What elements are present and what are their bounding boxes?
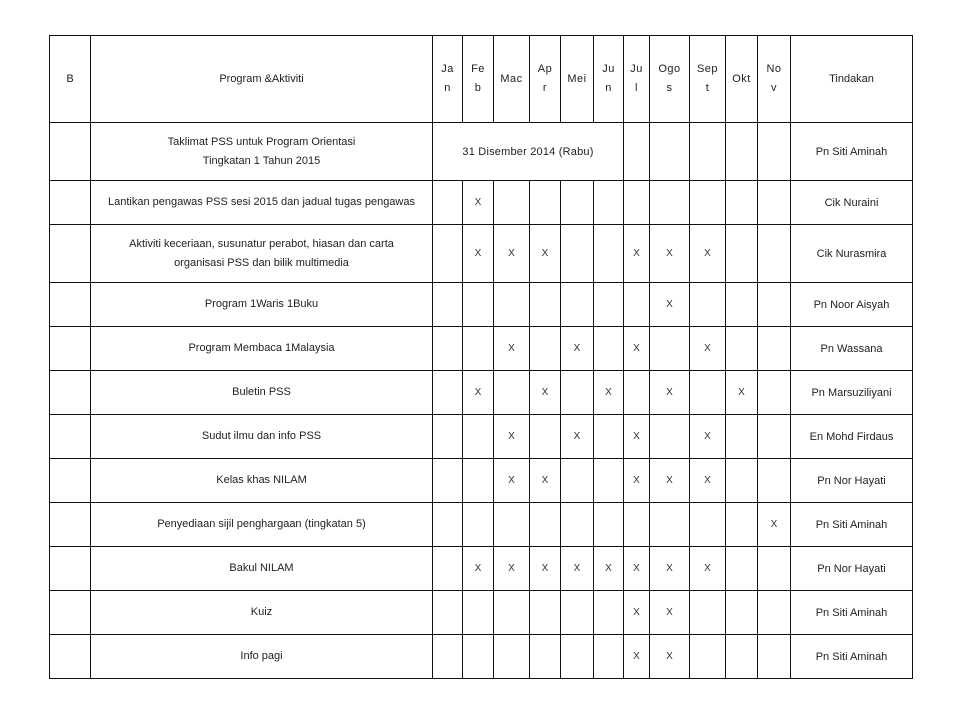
month-cell-feb [463, 283, 494, 327]
month-cell-jan [433, 181, 463, 225]
header-tindakan: Tindakan [791, 36, 913, 123]
month-cell-ogos [650, 283, 690, 327]
month-cell-okt [726, 503, 758, 547]
x-mark: X [605, 387, 612, 398]
month-cell-mei [561, 547, 594, 591]
x-mark: X [704, 248, 711, 259]
header-month-jan [433, 36, 463, 123]
month-cell-mei [561, 283, 594, 327]
month-cell-okt [726, 123, 758, 181]
month-cell-mac [494, 591, 530, 635]
x-mark: X [633, 343, 640, 354]
month-cell-nov [758, 225, 791, 283]
month-cell-apr [530, 503, 561, 547]
table-row [50, 635, 913, 679]
tindakan-cell: En Mohd Firdaus [791, 415, 913, 459]
table-row [50, 503, 913, 547]
month-cell-mei [561, 225, 594, 283]
header-month-feb [463, 36, 494, 123]
month-cell-feb [463, 503, 494, 547]
x-mark: X [573, 563, 581, 574]
header-month-apr [530, 36, 561, 123]
month-cell-apr [530, 547, 561, 591]
row-b-cell [50, 635, 91, 679]
header-program: Program &Aktiviti [91, 36, 433, 123]
tindakan-cell: Pn Siti Aminah [791, 123, 913, 181]
date-note: 31 Disember 2014 (Rabu) [433, 123, 624, 181]
month-cell-apr [530, 591, 561, 635]
program-name: Bakul NILAM [91, 547, 433, 591]
month-cell-okt [726, 283, 758, 327]
x-mark: X [508, 248, 515, 259]
month-cell-sept [690, 503, 726, 547]
month-cell-jul [624, 591, 650, 635]
month-cell-jun [594, 415, 624, 459]
month-cell-jul [624, 635, 650, 679]
x-mark: X [541, 563, 549, 574]
x-mark: X [704, 431, 711, 442]
month-cell-mei [561, 181, 594, 225]
month-cell-jan [433, 591, 463, 635]
month-label: Feb [471, 63, 485, 94]
month-cell-feb [463, 371, 494, 415]
header-month-jun [594, 36, 624, 123]
program-name: Kuiz [91, 591, 433, 635]
row-b-cell [50, 181, 91, 225]
month-cell-mei [561, 327, 594, 371]
month-cell-mac [494, 327, 530, 371]
month-cell-jun [594, 283, 624, 327]
program-name: Kelas khas NILAM [91, 459, 433, 503]
header-month-sept [690, 36, 726, 123]
x-mark: X [573, 343, 581, 354]
month-cell-mac [494, 283, 530, 327]
month-cell-jul [624, 371, 650, 415]
month-cell-mei [561, 591, 594, 635]
row-b-cell [50, 591, 91, 635]
month-cell-jul [624, 283, 650, 327]
month-cell-okt [726, 459, 758, 503]
month-cell-nov [758, 123, 791, 181]
row-b-cell [50, 225, 91, 283]
month-cell-jul [624, 459, 650, 503]
header-row [50, 36, 913, 123]
month-cell-sept [690, 327, 726, 371]
x-mark: X [666, 563, 673, 574]
month-cell-feb [463, 591, 494, 635]
tindakan-cell: Pn Siti Aminah [791, 503, 913, 547]
month-label: Okt [732, 72, 751, 85]
table-body [50, 123, 913, 679]
month-cell-apr [530, 459, 561, 503]
x-mark: X [633, 475, 640, 486]
month-cell-mac [494, 415, 530, 459]
month-cell-sept [690, 181, 726, 225]
x-mark: X [666, 387, 673, 398]
month-cell-jun [594, 181, 624, 225]
month-cell-nov [758, 503, 791, 547]
program-name: Buletin PSS [91, 371, 433, 415]
month-cell-nov [758, 283, 791, 327]
x-mark: X [541, 475, 549, 486]
x-mark: X [770, 519, 778, 530]
x-mark: X [704, 475, 711, 486]
x-mark: X [704, 343, 711, 354]
tindakan-cell: Pn Marsuziliyani [791, 371, 913, 415]
tindakan-cell: Pn Siti Aminah [791, 635, 913, 679]
month-label: Jul [630, 63, 643, 94]
month-cell-sept [690, 459, 726, 503]
table-row [50, 371, 913, 415]
header-month-mei [561, 36, 594, 123]
month-cell-feb [463, 225, 494, 283]
month-cell-ogos [650, 327, 690, 371]
month-cell-jan [433, 459, 463, 503]
row-b-cell [50, 459, 91, 503]
month-cell-okt [726, 635, 758, 679]
table-row [50, 415, 913, 459]
x-mark: X [474, 248, 482, 259]
program-name: Sudut ilmu dan info PSS [91, 415, 433, 459]
month-cell-nov [758, 327, 791, 371]
x-mark: X [666, 248, 673, 259]
x-mark: X [666, 299, 673, 310]
x-mark: X [474, 563, 482, 574]
month-cell-mac [494, 635, 530, 679]
program-name: Lantikan pengawas PSS sesi 2015 dan jadual tugas pengawas [91, 181, 433, 225]
table-row [50, 547, 913, 591]
month-cell-feb [463, 415, 494, 459]
program-name: Program Membaca 1Malaysia [91, 327, 433, 371]
program-name: Aktiviti keceriaan, susunatur perabot, hiasan dan carta organisasi PSS dan bilik multimedia [91, 225, 433, 283]
program-name: Info pagi [91, 635, 433, 679]
x-mark: X [738, 387, 745, 398]
x-mark: X [508, 431, 515, 442]
month-cell-sept [690, 547, 726, 591]
month-cell-jul [624, 503, 650, 547]
month-cell-feb [463, 459, 494, 503]
month-cell-jun [594, 547, 624, 591]
month-cell-okt [726, 415, 758, 459]
month-cell-ogos [650, 225, 690, 283]
row-b-cell [50, 371, 91, 415]
x-mark: X [508, 343, 515, 354]
month-cell-jun [594, 459, 624, 503]
table-row [50, 225, 913, 283]
month-cell-sept [690, 283, 726, 327]
month-cell-apr [530, 327, 561, 371]
x-mark: X [508, 563, 515, 574]
month-label: Mac [500, 72, 523, 85]
month-cell-ogos [650, 635, 690, 679]
row-b-cell [50, 327, 91, 371]
table-row [50, 181, 913, 225]
header-b: B [50, 36, 91, 123]
month-cell-jan [433, 225, 463, 283]
month-cell-mac [494, 371, 530, 415]
x-mark: X [633, 248, 640, 259]
month-cell-ogos [650, 459, 690, 503]
month-cell-jun [594, 635, 624, 679]
month-cell-mac [494, 181, 530, 225]
month-cell-jan [433, 371, 463, 415]
month-cell-feb [463, 635, 494, 679]
x-mark: X [666, 475, 673, 486]
month-label: Apr [537, 63, 553, 94]
month-cell-okt [726, 591, 758, 635]
month-cell-mac [494, 225, 530, 283]
month-cell-mei [561, 635, 594, 679]
month-cell-jul [624, 225, 650, 283]
x-mark: X [666, 651, 673, 662]
month-label: Mei [567, 72, 587, 85]
month-cell-jan [433, 327, 463, 371]
x-mark: X [633, 431, 640, 442]
x-mark: X [474, 197, 482, 208]
row-b-cell [50, 123, 91, 181]
tindakan-cell: Cik Nuraini [791, 181, 913, 225]
month-cell-ogos [650, 591, 690, 635]
x-mark: X [573, 431, 581, 442]
program-name: Program 1Waris 1Buku [91, 283, 433, 327]
month-cell-jan [433, 503, 463, 547]
tindakan-cell: Pn Nor Hayati [791, 547, 913, 591]
row-b-cell [50, 283, 91, 327]
month-cell-jun [594, 503, 624, 547]
table-row [50, 459, 913, 503]
month-cell-ogos [650, 181, 690, 225]
month-cell-ogos [650, 123, 690, 181]
header-month-ogos [650, 36, 690, 123]
x-mark: X [605, 563, 612, 574]
month-cell-okt [726, 327, 758, 371]
header-month-okt [726, 36, 758, 123]
month-cell-jun [594, 327, 624, 371]
row-b-cell [50, 503, 91, 547]
month-cell-jan [433, 635, 463, 679]
month-cell-ogos [650, 547, 690, 591]
tindakan-cell: Pn Siti Aminah [791, 591, 913, 635]
month-cell-ogos [650, 371, 690, 415]
month-cell-feb [463, 327, 494, 371]
month-cell-mac [494, 459, 530, 503]
activity-plan-table [49, 35, 913, 679]
month-cell-apr [530, 225, 561, 283]
table-row [50, 591, 913, 635]
x-mark: X [666, 607, 673, 618]
month-cell-jul [624, 415, 650, 459]
header-month-mac [494, 36, 530, 123]
month-cell-mac [494, 547, 530, 591]
month-cell-sept [690, 371, 726, 415]
month-cell-feb [463, 547, 494, 591]
program-name: Taklimat PSS untuk Program Orientasi Tingkatan 1 Tahun 2015 [91, 123, 433, 181]
month-label: Jun [602, 63, 615, 94]
month-cell-apr [530, 181, 561, 225]
month-cell-nov [758, 635, 791, 679]
x-mark: X [541, 387, 549, 398]
month-cell-nov [758, 547, 791, 591]
x-mark: X [704, 563, 711, 574]
month-cell-jul [624, 181, 650, 225]
month-cell-sept [690, 635, 726, 679]
month-cell-jul [624, 123, 650, 181]
month-cell-jan [433, 547, 463, 591]
month-cell-nov [758, 371, 791, 415]
x-mark: X [541, 248, 549, 259]
month-label: Sept [696, 63, 719, 94]
month-cell-jan [433, 283, 463, 327]
table-row [50, 123, 913, 181]
month-cell-sept [690, 225, 726, 283]
month-cell-jul [624, 327, 650, 371]
month-cell-okt [726, 225, 758, 283]
month-cell-okt [726, 371, 758, 415]
month-cell-sept [690, 123, 726, 181]
month-cell-sept [690, 591, 726, 635]
tindakan-cell: Pn Noor Aisyah [791, 283, 913, 327]
month-cell-apr [530, 283, 561, 327]
header-month-nov [758, 36, 791, 123]
month-cell-okt [726, 547, 758, 591]
month-cell-jun [594, 371, 624, 415]
x-mark: X [633, 651, 640, 662]
header-month-jul [624, 36, 650, 123]
month-cell-ogos [650, 503, 690, 547]
x-mark: X [633, 607, 640, 618]
month-cell-apr [530, 415, 561, 459]
table-row [50, 283, 913, 327]
month-cell-apr [530, 371, 561, 415]
tindakan-cell: Pn Wassana [791, 327, 913, 371]
month-cell-okt [726, 181, 758, 225]
month-cell-mei [561, 415, 594, 459]
month-label: Jan [441, 63, 454, 94]
x-mark: X [474, 387, 482, 398]
month-cell-sept [690, 415, 726, 459]
month-cell-nov [758, 415, 791, 459]
month-cell-feb [463, 181, 494, 225]
month-cell-mac [494, 503, 530, 547]
month-cell-apr [530, 635, 561, 679]
row-b-cell [50, 415, 91, 459]
x-mark: X [508, 475, 515, 486]
month-cell-nov [758, 181, 791, 225]
month-cell-mei [561, 459, 594, 503]
program-name: Penyediaan sijil penghargaan (tingkatan 5) [91, 503, 433, 547]
month-cell-nov [758, 591, 791, 635]
x-mark: X [633, 563, 640, 574]
row-b-cell [50, 547, 91, 591]
month-cell-nov [758, 459, 791, 503]
month-cell-mei [561, 371, 594, 415]
month-label: Nov [766, 63, 782, 94]
month-cell-jul [624, 547, 650, 591]
month-cell-mei [561, 503, 594, 547]
tindakan-cell: Pn Nor Hayati [791, 459, 913, 503]
table-row [50, 327, 913, 371]
month-cell-ogos [650, 415, 690, 459]
tindakan-cell: Cik Nurasmira [791, 225, 913, 283]
month-cell-jun [594, 591, 624, 635]
month-label: Ogos [658, 63, 681, 94]
month-cell-jun [594, 225, 624, 283]
month-cell-jan [433, 415, 463, 459]
